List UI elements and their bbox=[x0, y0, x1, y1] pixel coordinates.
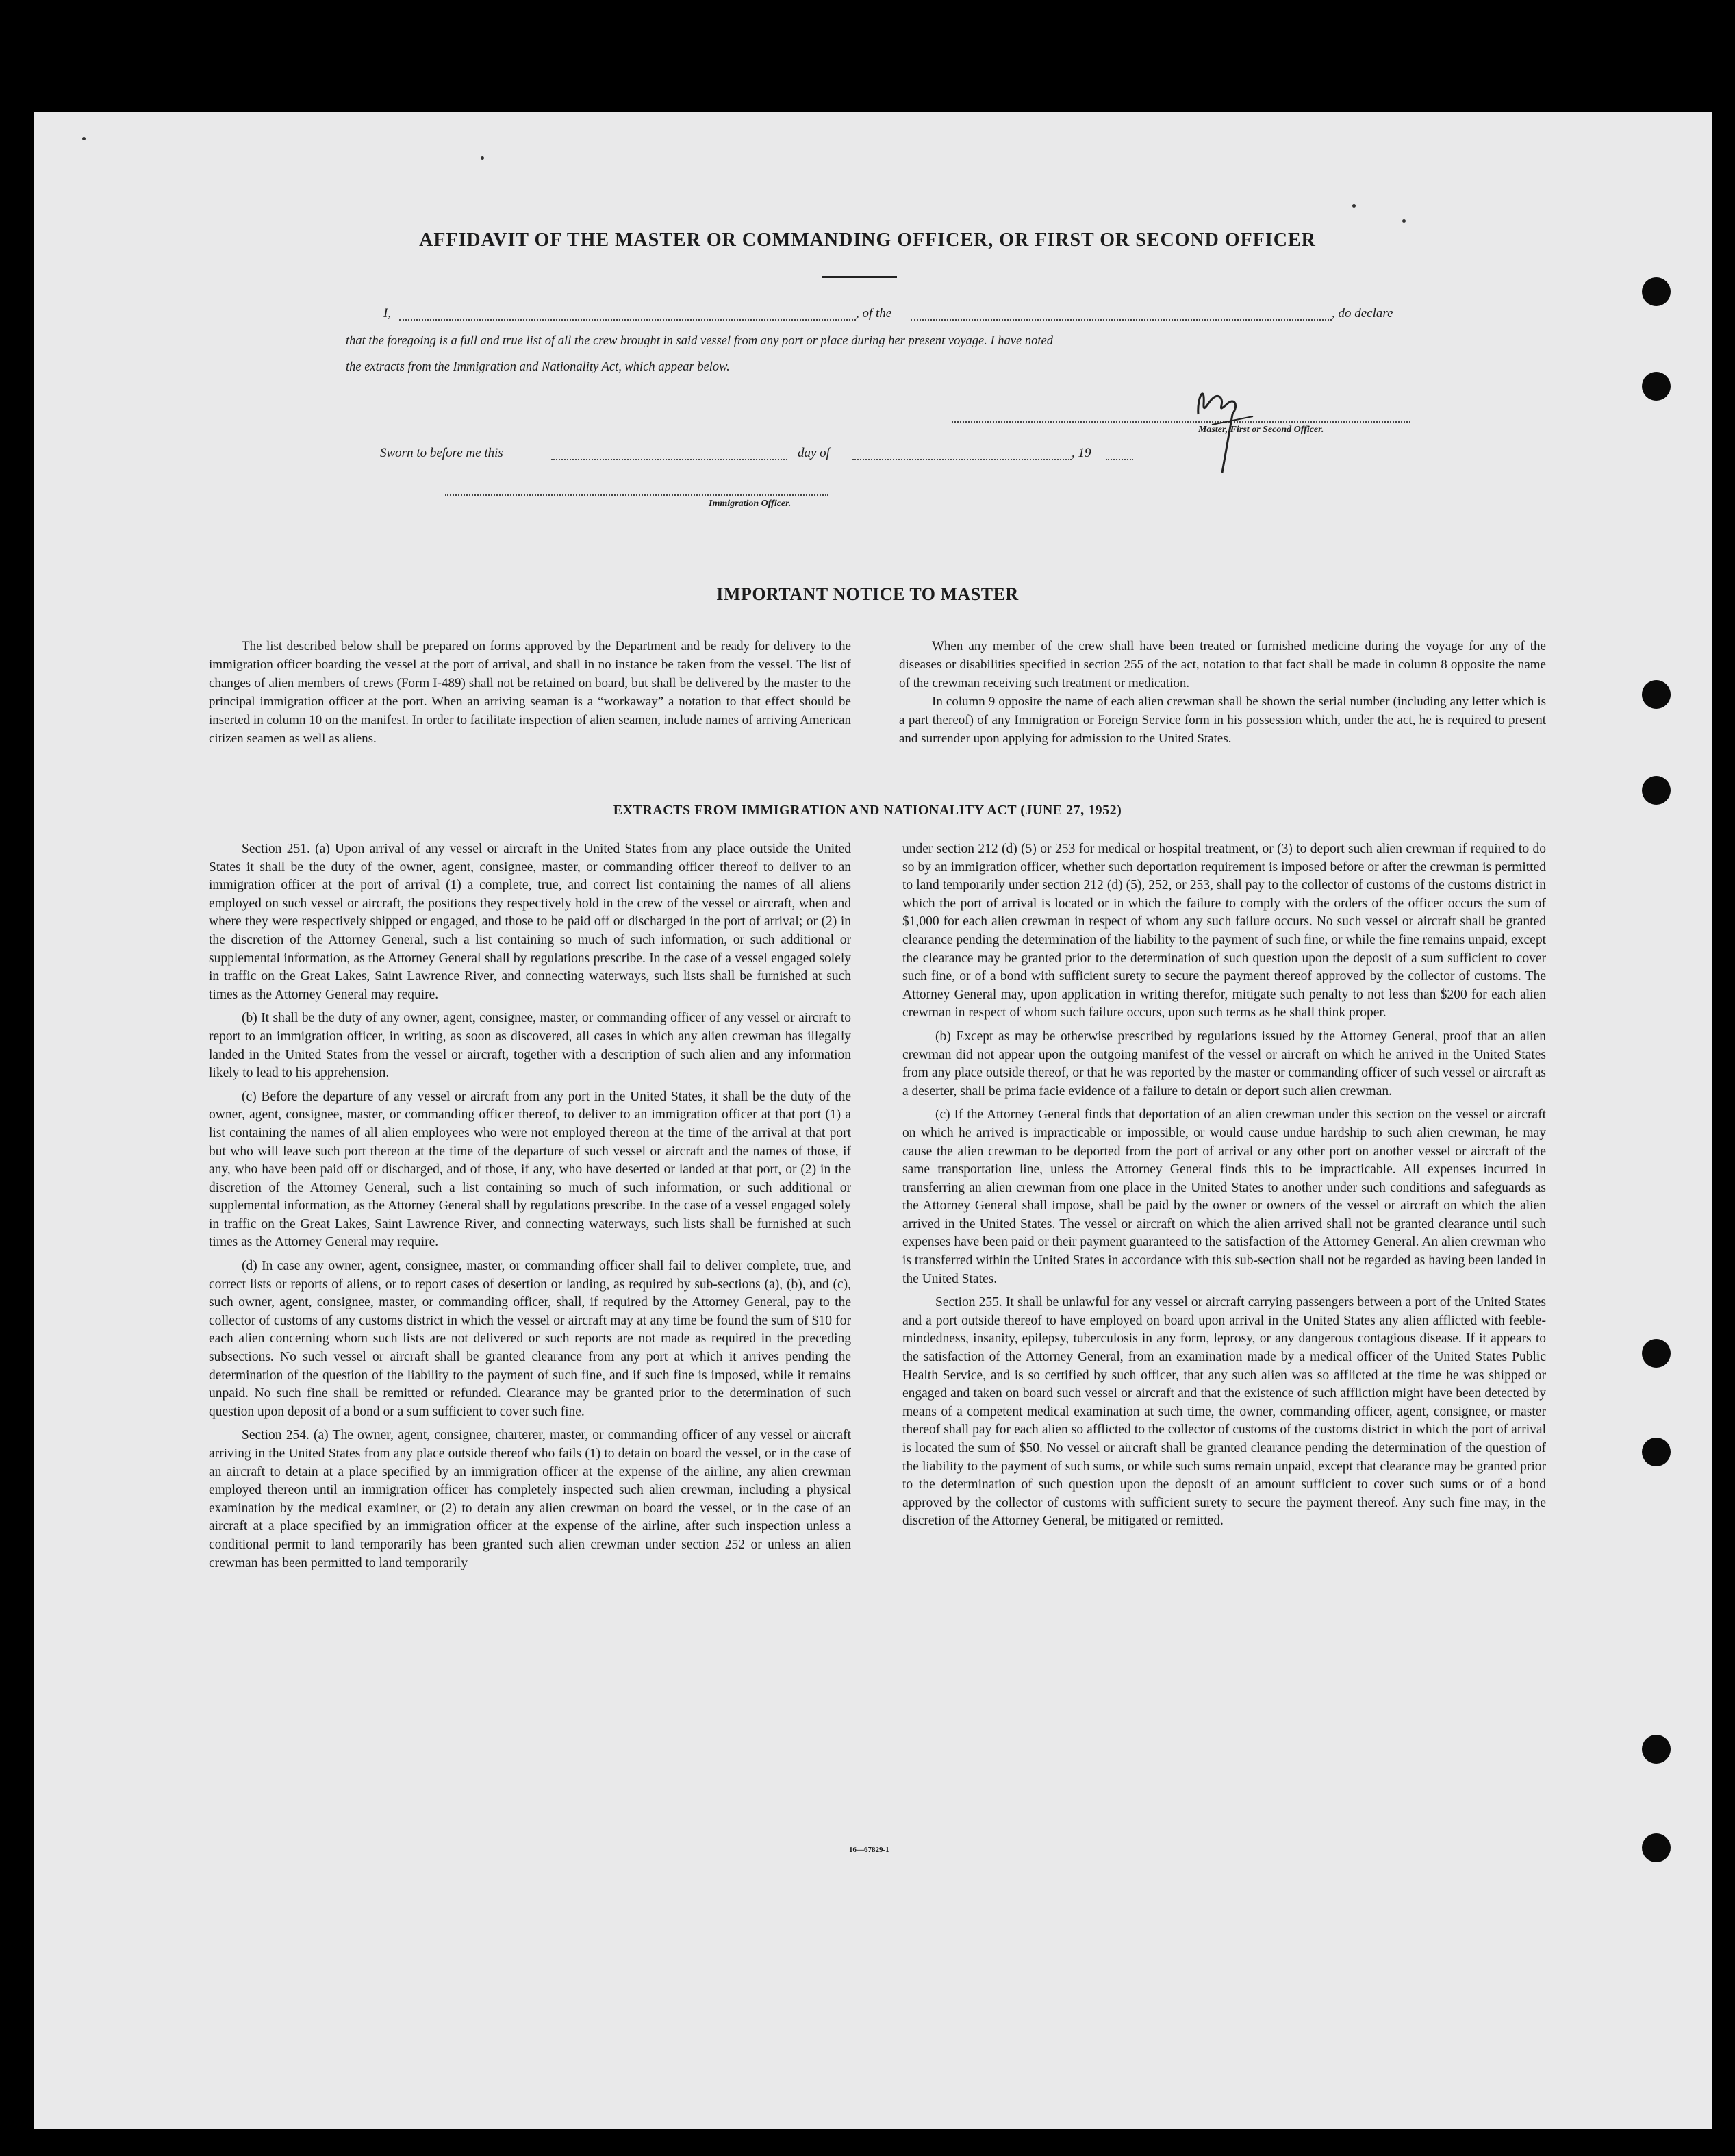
notice-right-column bbox=[899, 637, 1546, 748]
scan-speck bbox=[1402, 219, 1406, 223]
notice-paragraph: When any member of the crew shall have been treated or furnished medicine during the voyage for any of the diseases or disabilities specified in section 255 of the act, notation to that fact shall be made in column 8 opposite the name of the crewman receiving such treatment or medication. bbox=[899, 639, 1546, 690]
scan-speck bbox=[481, 156, 484, 160]
sworn-day-field[interactable] bbox=[551, 459, 787, 460]
of-the-label: , of the bbox=[856, 306, 892, 321]
extracts-right-column bbox=[902, 840, 1546, 1536]
sworn-year-field[interactable] bbox=[1106, 459, 1133, 460]
vessel-name-field[interactable] bbox=[911, 319, 1332, 321]
title-rule bbox=[822, 276, 897, 278]
binder-hole bbox=[1642, 776, 1671, 805]
declarant-name-field[interactable] bbox=[399, 319, 856, 321]
act-section-paragraph: Section 251. (a) Upon arrival of any vessel or aircraft in the United States from any place outside the United States it shall be the duty of the owner, agent, consignee, master, or commanding officer thereof to deliver to an immigration officer at the port of arrival (1) a complete, true, and correct list containing the names of all aliens employed on such vessel or aircraft, the positions they respectively hold in the crew of the vessel or aircraft, when and where they were respectively shipped or engaged, and those to be paid off or discharged in the port of arrival; or (2) in the discretion of the Attorney General, such a list containing so much of such information, or such additional or supplemental information, as the Attorney General shall by regulations prescribe. In the case of a vessel engaged solely in traffic on the Great Lakes, Saint Lawrence River, and connecting waterways, such lists shall be furnished at such times as the Attorney General may require. bbox=[209, 842, 851, 1002]
affidavit-title: AFFIDAVIT OF THE MASTER OR COMMANDING OFFICER, OR FIRST OR SECOND OFFICER bbox=[419, 229, 1316, 251]
master-signature-line[interactable] bbox=[952, 421, 1410, 423]
statement-line-3: the extracts from the Immigration and Nationality Act, which appear below. bbox=[346, 360, 730, 374]
binder-hole bbox=[1642, 1339, 1671, 1368]
act-section-paragraph: Section 254. (a) The owner, agent, consignee, charterer, master, or commanding officer of any vessel or aircraft arriving in the United States from any place outside thereof who fails (1) to detain on board the vessel, or in the case of an aircraft to detain at a place specified by an immigration officer at the expense of the airline, any alien crewman employed thereon until an immigration officer has completely inspected such alien crewman, including a physical examination by the medical examiner, or (2) to detain any alien crewman on board the vessel, or in the case of an aircraft at a place specified by an immigration officer at the expense of the airline, after such inspection unless a conditional permit to land temporarily has been granted such alien crewman under section 252 or unless an alien crewman has been permitted to land temporarily bbox=[209, 1428, 851, 1570]
scan-speck bbox=[82, 137, 86, 140]
officer-signature-line[interactable] bbox=[445, 494, 828, 496]
master-caption: Master, First or Second Officer. bbox=[1198, 425, 1324, 435]
year-label: , 19 bbox=[1072, 446, 1091, 460]
day-of-label: day of bbox=[798, 446, 830, 460]
act-section-paragraph: Section 255. It shall be unlawful for any vessel or aircraft carrying passengers between a port of the United States and a port outside thereof to have employed on board upon arrival in the United States any alien afflicted with feeble-mindedness, insanity, epilepsy, tuberculosis in any form, leprosy, or any dangerous contagious disease. If it appears to the satisfaction of the Attorney General, from an examination made by a medical officer of the United States Public Health Service, and is so certified by such officer, that any such alien was so afflicted at the time he was shipped or engaged and taken on board such vessel or aircraft and that the existence of such affliction might have been detected by means of a competent medical examination at such time, the owner, commanding officer, agent, consignee, or master thereof shall pay for each alien so afflicted to the collector of customs of the customs district in which the port of arrival is located the sum of $50. No vessel or aircraft shall be granted clearance pending the determination of the question of the liability to the payment of such sums, or while such sums remain unpaid, except that clearance may be granted prior to the determination of such question upon the deposit of an amount sufficient to cover such sums or of a bond approved by the collector of customs with sufficient surety to secure the payment thereof. Any such fine may, in the discretion of the Attorney General, be mitigated or remitted. bbox=[902, 1295, 1546, 1529]
notice-paragraph: In column 9 opposite the name of each alien crewman shall be shown the serial number (including any letter which is a part thereof) of any Immigration or Foreign Service form in his possession which, under the act, he is required to present and surrender upon applying for admission to the United States. bbox=[899, 694, 1546, 746]
binder-hole bbox=[1642, 680, 1671, 709]
declare-label: , do declare bbox=[1332, 306, 1393, 321]
act-section-paragraph: (b) Except as may be otherwise prescribed by regulations issued by the Attorney General, proof that an alien crewman did not appear upon the outgoing manifest of the vessel or aircraft on which he arrived in the United States from any place outside thereof, or that he was reported by the master or commanding officer of such vessel or aircraft as a deserter, shall be prima facie evidence of a failure to detain or deport such alien crewman. bbox=[902, 1029, 1546, 1099]
binder-hole bbox=[1642, 1833, 1671, 1862]
extracts-left-column bbox=[209, 840, 851, 1578]
act-section-paragraph: (c) Before the departure of any vessel or aircraft from any port in the United States, it shall be the duty of the owner, agent, consignee, master, or commanding officer thereof, to deliver to an immigration officer at that port (1) a list containing the names of all alien employees who were not employed thereon at the time of the arrival at that port but who will leave such port thereon at the time of the departure of such vessel or aircraft and the names of those, if any, who have been paid off or discharged, and of those, if any, who have deserted or landed at that port, or (2) in the discretion of the Attorney General, such a list containing so much of such information, or such additional or supplemental information, as the Attorney General shall by regulations prescribe. In the case of a vessel engaged solely in traffic on the Great Lakes, Saint Lawrence River, and connecting waterways, such lists shall be furnished at such times as the Attorney General may require. bbox=[209, 1089, 851, 1250]
declarant-label: I, bbox=[383, 306, 392, 321]
binder-hole bbox=[1642, 277, 1671, 306]
notice-paragraph: The list described below shall be prepared on forms approved by the Department and be ready for delivery to the immigration officer boarding the vessel at the port of arrival, and shall in no instance be taken from the vessel. The list of changes of alien members of crews (Form I-489) shall not be retained on board, but shall be delivered by the master to the principal immigration officer at the port. When an arriving seaman is a “workaway” a notation to that effect should be inserted in column 10 on the manifest. In order to facilitate inspection of alien seamen, include names of arriving American citizen seamen as well as aliens. bbox=[209, 639, 851, 746]
scan-speck bbox=[1352, 204, 1356, 208]
sworn-label: Sworn to before me this bbox=[380, 446, 503, 460]
notice-title: IMPORTANT NOTICE TO MASTER bbox=[716, 584, 1019, 604]
act-section-paragraph: (c) If the Attorney General finds that deportation of an alien crewman under this section on the vessel or aircraft on which he arrived is impracticable or impossible, or would cause undue hardship to such alien crewman, he may cause the alien crewman to be deported from the port of arrival or any other port on another vessel or aircraft of the same transportation line, unless the Attorney General finds this to be impracticable. All expenses incurred in transferring an alien crewman from one place in the United States to another under such conditions and safeguards as the Attorney General shall impose, shall be paid by the owner or owners of the vessel or aircraft on which the alien arrived in the United States. The vessel or aircraft on which the alien arrived shall not be granted clearance until such expenses have been paid or their payment guaranteed to the satisfaction of the Attorney General. An alien crewman who is transferred within the United States in accordance with this sub-section shall not be regarded as having been landed in the United States. bbox=[902, 1107, 1546, 1286]
binder-hole bbox=[1642, 372, 1671, 401]
officer-caption: Immigration Officer. bbox=[709, 499, 791, 509]
notice-left-column bbox=[209, 637, 851, 748]
binder-hole bbox=[1642, 1735, 1671, 1764]
extracts-title: EXTRACTS FROM IMMIGRATION AND NATIONALITY ACT (JUNE 27, 1952) bbox=[613, 803, 1122, 818]
sworn-month-field[interactable] bbox=[852, 459, 1072, 460]
form-number: 16—67829-1 bbox=[849, 1846, 889, 1854]
statement-line-2: that the foregoing is a full and true list of all the crew brought in said vessel from any port or place during her present voyage. I have noted bbox=[346, 334, 1053, 348]
act-section-paragraph: (b) It shall be the duty of any owner, agent, consignee, master, or commanding officer of any vessel or aircraft to report to an immigration officer, in writing, as soon as discovered, all cases in which any alien crewman has illegally landed in the United States from the vessel or aircraft, together with a description of such alien and any information likely to lead to his apprehension. bbox=[209, 1011, 851, 1081]
act-section-paragraph: under section 212 (d) (5) or 253 for medical or hospital treatment, or (3) to deport such alien crewman if required to do so by an immigration officer, whether such deportation requirement is imposed before or after the crewman is permitted to land temporarily under section 212 (d) (5), 252, or 253, shall pay to the collector of customs of the customs district in which the port of arrival is located or in which the failure to comply with the orders of the officer occurs the sum of $1,000 for each alien crewman in respect of whom any such failure occurs. No such vessel or aircraft shall be granted clearance pending the determination of the liability to the payment of such fine, or while the fine remains unpaid, except the clearance may be granted prior to the determination of such question upon the deposit of a sum sufficient to cover such fine, or of a bond with sufficient surety to secure the payment thereof approved by the collector of customs. The Attorney General may, upon application in writing therefor, mitigate such penalty to not less than $200 for each alien crewman in respect of whom such failure occurs, upon such terms as he shall think proper. bbox=[902, 842, 1546, 1020]
binder-hole bbox=[1642, 1438, 1671, 1466]
act-section-paragraph: (d) In case any owner, agent, consignee, master, or commanding officer shall fail to deliver complete, true, and correct lists or reports of aliens, or to report cases of desertion or landing, as required by sub-sections (a), (b), and (c), such owner, agent, consignee, master, or commanding officer, shall, if required by the Attorney General, pay to the collector of customs of any customs district in which the vessel or aircraft may at any time be found the sum of $10 for each alien concerning whom such lists are not delivered or such reports are not made as required in the preceding subsections. No such vessel or aircraft shall be granted clearance from any port at which it arrives pending the determination of the question of the liability to the payment of such fine, and if such fine is imposed, while it remains unpaid. No such fine shall be remitted or refunded. Clearance may be granted prior to the determination of such question upon deposit of a bond or a sum sufficient to cover such fine. bbox=[209, 1259, 851, 1419]
